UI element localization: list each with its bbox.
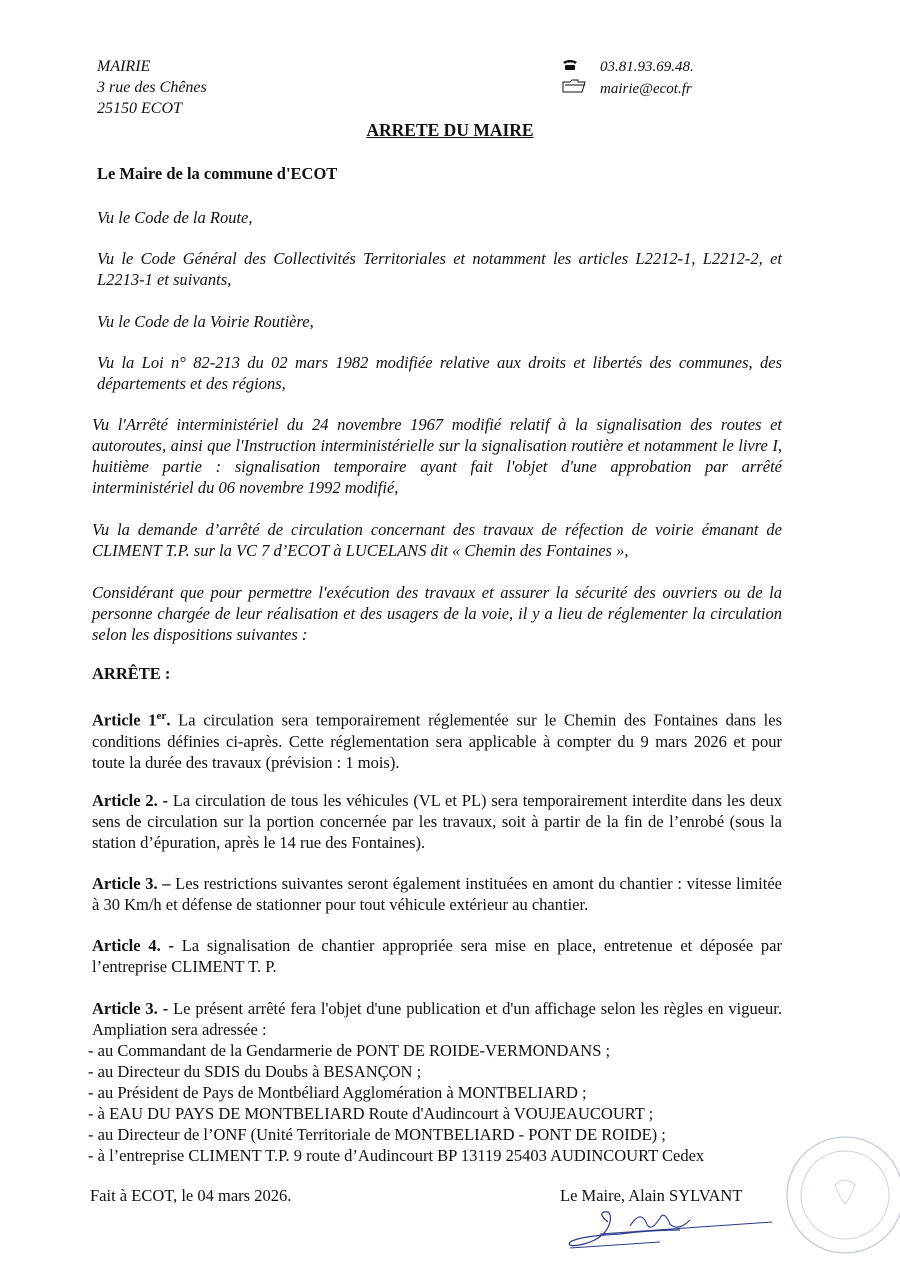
intro-line: Le Maire de la commune d'ECOT: [97, 164, 338, 183]
article-3: [92, 873, 782, 915]
article-label-suffix: .: [166, 710, 171, 730]
list-item: - au Directeur de l’ONF (Unité Territoriale de MONTBELIARD - PONT DE ROIDE) ;: [88, 1125, 666, 1144]
article-text: La signalisation de chantier appropriée sera mise en place, entretenue et déposée par l’entreprise CLIMENT T. P.: [92, 936, 782, 976]
email-row: [562, 78, 694, 100]
article-text: La circulation de tous les véhicules (VL et PL) sera temporairement interdite dans les deux sens de circulation sur la portion concernée par les travaux, soit à partir de la fin de l’enrobé (sous la station d’épuration, après le 14 rue des Fontaines).: [92, 791, 783, 852]
article-4: [92, 935, 782, 977]
mairie-stamp: [780, 1130, 900, 1260]
address-line: MAIRIE: [97, 58, 151, 75]
decree-heading: ARRÊTE :: [92, 664, 171, 683]
consideration: Vu le Code Général des Collectivités Territoriales et notamment les articles L2212-1, L2212-2, et L2213-1 et suivants,: [97, 249, 782, 289]
article-5: [92, 998, 782, 1040]
article-text: Les restrictions suivantes seront également instituées en amont du chantier : vitesse limitée à 30 Km/h et défense de stationner pour tout véhicule extérieur au chantier.: [92, 874, 782, 914]
list-item: - au Commandant de la Gendarmerie de PONT DE ROIDE-VERMONDANS ;: [88, 1041, 611, 1060]
consideration: Considérant que pour permettre l'exécution des travaux et assurer la sécurité des ouvriers ou de la personne chargée de leur réalisation et des usagers de la voie, il y a lieu de réglementer la circulation selon les dispositions suivantes :: [92, 583, 782, 644]
article-label: Article 1: [92, 710, 157, 730]
article-label: Article 4. -: [92, 936, 174, 955]
consideration: Vu la demande d’arrêté de circulation concernant des travaux de réfection de voirie émanant de CLIMENT T.P. sur la VC 7 d’ECOT à LUCELANS dit « Chemin des Fontaines »,: [92, 520, 782, 560]
contact-block: [562, 56, 694, 100]
address-line: 25150 ECOT: [97, 100, 182, 117]
list-item: - au Directeur du SDIS du Doubs à BESANÇON ;: [88, 1062, 422, 1081]
phone-icon: [562, 56, 600, 78]
consideration: Vu la Loi n° 82-213 du 02 mars 1982 modifiée relative aux droits et libertés des communes, des départements et des régions,: [97, 353, 782, 393]
list-item: - au Président de Pays de Montbéliard Agglomération à MONTBELIARD ;: [88, 1083, 587, 1102]
phone-number: 03.81.93.69.48.: [600, 59, 694, 75]
distribution-list: [88, 1040, 808, 1166]
article-label-sup: er: [156, 710, 167, 722]
place-date: Fait à ECOT, le 04 mars 2026.: [90, 1186, 292, 1205]
article-text: Le présent arrêté fera l'objet d'une publication et d'un affichage selon les règles en vigueur. Ampliation sera adressée :: [92, 999, 782, 1039]
consideration: Vu l'Arrêté interministériel du 24 novembre 1967 modifié relatif à la signalisation des routes et autoroutes, ainsi que l'Instruction interministérielle sur la signalisation routière et notamment le livre I, huitième partie : signalisation temporaire ayant fait l'objet d'une approbation par arrêté interministériel du 06 novembre 1992 modifié,: [92, 415, 782, 497]
list-item: - à l’entreprise CLIMENT T.P. 9 route d’Audincourt BP 13119 25403 AUDINCOURT Cedex: [88, 1146, 705, 1165]
article-label: Article 2. -: [92, 791, 169, 810]
article-label: Article 3. –: [92, 874, 171, 893]
signature-image: [560, 1200, 780, 1260]
email-address[interactable]: mairie@ecot.fr: [600, 81, 692, 97]
page-title: ARRETE DU MAIRE: [366, 120, 534, 140]
address-line: 3 rue des Chênes: [97, 79, 207, 96]
phone-row: [562, 56, 694, 78]
mairie-address: [97, 56, 207, 119]
article-text: La circulation sera temporairement réglementée sur le Chemin des Fontaines dans les conditions définies ci-après. Cette réglementation sera applicable à compter du 9 mars 2026 et pour toute la durée des travaux (prévision : 1 mois).: [92, 710, 782, 772]
article-label: Article 3. -: [92, 999, 169, 1018]
consideration: Vu le Code de la Route,: [97, 208, 253, 227]
list-item: - à EAU DU PAYS DE MONTBELIARD Route d'Audincourt à VOUJEAUCOURT ;: [88, 1104, 654, 1123]
signatory: Le Maire, Alain SYLVANT: [560, 1186, 743, 1205]
article-2: [92, 790, 782, 853]
article-1: [92, 706, 782, 773]
consideration: Vu le Code de la Voirie Routière,: [97, 312, 314, 331]
envelope-icon: [562, 78, 600, 100]
